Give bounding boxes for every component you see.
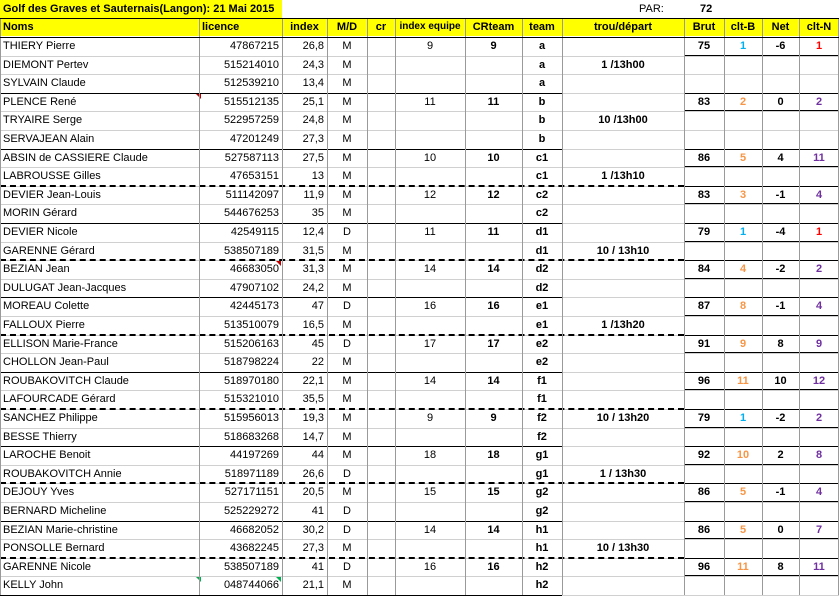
team-clt-n: 1 (815, 226, 823, 238)
cell-name: KELLY John (3, 579, 64, 592)
subgroup-separator (0, 482, 684, 484)
header-noms: Noms (0, 18, 199, 36)
team-net: -2 (775, 412, 786, 424)
cell-name: DEVIER Jean-Louis (3, 188, 101, 201)
team-clt-b: 5 (739, 486, 747, 499)
cell-licence: 538507189 (223, 560, 279, 573)
cell-team: d2 (535, 281, 549, 294)
header-index-equipe: index equipe (395, 18, 465, 36)
header-trou-depart: trou/départ (562, 18, 684, 36)
team-crteam: 15 (487, 486, 500, 499)
header-clt-n: clt-N (799, 18, 839, 36)
team-index-equipe: 14 (423, 374, 437, 387)
team-brut: 79 (697, 226, 711, 238)
cell-name: BEZIAN Marie-christine (3, 523, 118, 536)
team-net: 8 (777, 337, 784, 350)
cell-index: 12,4 (302, 226, 324, 238)
team-clt-n: 4 (815, 188, 823, 201)
cell-licence: 42549115 (230, 226, 279, 238)
cell-index: 31,3 (302, 263, 324, 276)
cell-licence: 518971189 (224, 467, 279, 480)
grid-vline (367, 18, 368, 595)
cell-name: ROUBAKOVITCH Annie (3, 467, 122, 480)
cell-name: BERNARD Micheline (3, 505, 107, 517)
team-clt-b: 10 (736, 449, 750, 462)
departure-time: 1 /13h00 (601, 58, 645, 71)
cell-md: M (342, 281, 352, 294)
cell-name: MOREAU Colette (3, 300, 90, 313)
cell-team: c2 (535, 188, 549, 201)
cell-index: 41 (311, 505, 324, 517)
cell-team: b (538, 133, 546, 145)
cell-md: M (342, 374, 352, 387)
cell-team: g2 (535, 505, 549, 517)
cell-licence: 518683268 (223, 430, 279, 443)
cell-name: MORIN Gérard (3, 207, 77, 220)
comment-marker (276, 577, 281, 582)
team-clt-b: 8 (739, 300, 747, 313)
cell-licence: 515512135 (223, 95, 279, 108)
grid-vline (327, 18, 328, 595)
cell-licence: 511142097 (225, 188, 279, 201)
departure-time: 1 /13h20 (601, 319, 645, 331)
team-clt-n: 4 (815, 300, 823, 313)
team-clt-n: 11 (813, 560, 825, 573)
par-value: 72 (700, 3, 713, 15)
cell-name: TRYAIRE Serge (3, 114, 83, 127)
cell-md: M (342, 486, 352, 499)
par-label: PAR: (639, 3, 664, 15)
team-net: -1 (775, 300, 786, 313)
subgroup-separator (0, 259, 684, 261)
cell-licence: 515956013 (223, 412, 279, 424)
cell-index: 30,2 (302, 523, 324, 536)
cell-team: e2 (535, 337, 549, 350)
group-separator (0, 149, 562, 150)
team-net: -1 (775, 188, 786, 201)
header-net: Net (762, 18, 799, 36)
cell-licence: 47867215 (230, 40, 279, 52)
cell-md: M (342, 77, 352, 90)
cell-md: D (343, 523, 351, 536)
team-index-equipe: 9 (426, 412, 434, 424)
subgroup-separator (0, 557, 684, 559)
team-index-equipe: 16 (423, 300, 437, 313)
cell-name: BEZIAN Jean (3, 263, 70, 276)
team-brut: 83 (697, 188, 711, 201)
cell-name: SANCHEZ Philippe (3, 412, 98, 424)
team-clt-b: 4 (739, 263, 747, 276)
team-index-equipe: 12 (423, 188, 437, 201)
team-net: -6 (775, 40, 786, 52)
cell-md: M (342, 151, 352, 164)
grid-vline (522, 18, 523, 595)
cell-name: SERVAJEAN Alain (3, 133, 95, 145)
team-brut: 96 (697, 560, 711, 573)
team-brut: 91 (697, 337, 711, 350)
cell-index: 24,8 (302, 114, 324, 127)
cell-index: 31,5 (302, 244, 324, 257)
team-brut: 86 (697, 151, 711, 164)
team-index-equipe: 14 (423, 523, 437, 536)
team-clt-b: 1 (739, 40, 747, 52)
cell-name: CHOLLON Jean-Paul (3, 356, 109, 369)
cell-index: 41 (311, 560, 324, 573)
cell-index: 26,6 (302, 467, 324, 480)
team-crteam: 14 (487, 263, 500, 276)
cell-name: BESSE Thierry (3, 430, 77, 443)
team-index-equipe: 18 (423, 449, 437, 462)
cell-index: 13,4 (302, 77, 324, 90)
cell-index: 27,3 (302, 133, 324, 145)
team-crteam: 9 (490, 412, 497, 424)
team-brut: 92 (697, 449, 711, 462)
grid-vline (199, 18, 200, 595)
team-clt-n: 2 (815, 95, 823, 108)
cell-index: 27,3 (302, 542, 324, 555)
cell-name: PLENCE René (3, 95, 77, 108)
team-index-equipe: 15 (423, 486, 437, 499)
cell-index: 47 (311, 300, 324, 313)
team-net: 4 (777, 151, 784, 164)
grid-vline (0, 18, 1, 595)
cell-index: 14,7 (302, 430, 324, 443)
header-licence: licence (199, 18, 282, 36)
cell-team: a (538, 58, 546, 71)
cell-index: 35 (311, 207, 324, 220)
cell-licence: 47907102 (230, 281, 279, 294)
cell-licence: 512539210 (223, 77, 279, 90)
departure-time: 1 / 13h30 (599, 467, 647, 480)
team-clt-n: 8 (815, 449, 823, 462)
cell-licence: 43682245 (230, 542, 279, 555)
team-crteam: 9 (490, 40, 497, 52)
team-brut: 75 (697, 40, 711, 52)
cell-name: DIEMONT Pertev (3, 58, 89, 71)
team-crteam: 10 (487, 151, 500, 164)
team-brut: 86 (697, 523, 711, 536)
cell-md: D (343, 505, 351, 517)
grid-vline (684, 18, 685, 595)
cell-md: M (342, 449, 352, 462)
team-crteam: 16 (487, 300, 500, 313)
cell-md: M (342, 430, 352, 443)
cell-md: M (342, 579, 352, 592)
cell-team: c1 (535, 151, 549, 164)
cell-index: 19,3 (302, 412, 324, 424)
subgroup-separator (0, 408, 684, 410)
team-clt-n: 1 (815, 40, 823, 52)
cell-md: M (342, 263, 352, 276)
cell-md: M (342, 114, 352, 127)
team-net: 0 (777, 95, 784, 108)
cell-licence: 47201249 (230, 133, 279, 145)
cell-licence: 515214010 (223, 58, 279, 71)
cell-name: LABROUSSE Gilles (3, 170, 101, 183)
team-crteam: 11 (487, 95, 500, 108)
cell-licence: 515206163 (223, 337, 279, 350)
cell-md: D (343, 467, 351, 480)
grid-vline (395, 18, 396, 595)
cell-licence: 527171151 (224, 486, 279, 499)
team-net: 0 (777, 523, 784, 536)
team-clt-b: 11 (737, 560, 749, 573)
cell-licence: 544676253 (223, 207, 279, 220)
team-net: -2 (775, 263, 786, 276)
grid-vline (724, 18, 725, 595)
team-index-equipe: 10 (423, 151, 437, 164)
cell-licence: 527587113 (224, 151, 279, 164)
cell-md: M (342, 170, 352, 183)
cell-team: h1 (535, 542, 549, 555)
team-clt-b: 5 (739, 151, 747, 164)
cell-licence: 47653151 (230, 170, 279, 183)
grid-vline (562, 18, 563, 595)
cell-licence: 513510079 (223, 319, 279, 331)
team-clt-b: 2 (739, 95, 747, 108)
cell-md: D (343, 226, 351, 238)
group-separator (0, 93, 562, 94)
team-index-equipe: 9 (426, 40, 434, 52)
team-clt-n: 2 (815, 412, 823, 424)
cell-licence: 522957259 (223, 114, 279, 127)
cell-index: 25,1 (302, 95, 324, 108)
team-clt-b: 5 (739, 523, 747, 536)
sheet-title: Golf des Graves et Sauternais(Langon): 21 Mai 2015 (0, 0, 282, 18)
header-md: M/D (327, 18, 367, 36)
cell-team: d2 (535, 263, 549, 276)
cell-team: f2 (537, 430, 547, 443)
departure-time: 10 / 13h20 (596, 412, 650, 424)
departure-time: 10 /13h00 (598, 114, 648, 127)
team-crteam: 14 (487, 374, 500, 387)
cell-name: SYLVAIN Claude (3, 77, 86, 90)
cell-team: f2 (537, 412, 547, 424)
cell-index: 26,8 (302, 40, 324, 52)
cell-index: 24,2 (302, 281, 324, 294)
cell-name: THIERY Pierre (3, 40, 76, 52)
group-separator (0, 372, 562, 373)
header-team: team (522, 18, 562, 36)
cell-team: d1 (535, 244, 549, 257)
cell-index: 22 (311, 356, 324, 369)
cell-team: b (538, 114, 546, 127)
cell-name: LAROCHE Benoit (3, 449, 91, 462)
team-index-equipe: 11 (424, 95, 436, 108)
team-net: -4 (775, 226, 786, 238)
cell-team: f1 (537, 374, 547, 387)
cell-md: D (343, 560, 351, 573)
team-clt-b: 1 (739, 226, 747, 238)
cell-index: 45 (311, 337, 324, 350)
team-crteam: 17 (487, 337, 500, 350)
cell-md: M (342, 207, 352, 220)
cell-team: b (538, 95, 546, 108)
cell-team: a (538, 77, 546, 90)
header-brut: Brut (684, 18, 724, 36)
cell-team: g1 (535, 449, 549, 462)
team-clt-n: 9 (815, 337, 823, 350)
team-clt-n: 7 (815, 523, 823, 536)
cell-md: M (342, 40, 352, 52)
cell-md: M (342, 393, 352, 406)
team-index-equipe: 17 (423, 337, 437, 350)
cell-index: 27,5 (302, 151, 324, 164)
cell-name: DEVIER Nicole (3, 226, 78, 238)
grid-vline (465, 18, 466, 595)
cell-licence: 538507189 (223, 244, 279, 257)
cell-index: 44 (311, 449, 324, 462)
cell-name: ELLISON Marie-France (3, 337, 118, 350)
team-clt-n: 12 (812, 374, 826, 387)
cell-name: FALLOUX Pierre (3, 319, 85, 331)
grid-vline (762, 18, 763, 595)
grid-vline (282, 18, 283, 595)
group-separator (0, 223, 562, 224)
cell-licence: 42445173 (230, 300, 279, 313)
cell-index: 24,3 (302, 58, 324, 71)
cell-md: M (342, 244, 352, 257)
cell-md: M (342, 356, 352, 369)
cell-md: D (343, 337, 351, 350)
cell-team: c1 (535, 170, 549, 183)
subgroup-separator (0, 185, 684, 187)
cell-team: d1 (535, 226, 549, 238)
team-net: -1 (775, 486, 786, 499)
cell-md: M (342, 133, 352, 145)
cell-md: M (342, 319, 352, 331)
team-index-equipe: 16 (423, 560, 437, 573)
team-crteam: 18 (487, 449, 500, 462)
cell-name: GARENNE Nicole (3, 560, 92, 573)
team-brut: 84 (697, 263, 711, 276)
cell-team: a (538, 40, 546, 52)
team-clt-b: 9 (739, 337, 747, 350)
team-clt-n: 2 (815, 263, 823, 276)
cell-name: ABSIN de CASSIERE Claude (3, 151, 148, 164)
cell-name: ROUBAKOVITCH Claude (3, 374, 129, 387)
team-crteam: 11 (487, 226, 500, 238)
group-separator (0, 446, 562, 447)
cell-name: PONSOLLE Bernard (3, 542, 105, 555)
cell-team: h1 (535, 523, 549, 536)
cell-md: M (342, 58, 352, 71)
team-clt-n: 11 (813, 151, 825, 164)
departure-time: 10 / 13h30 (596, 542, 650, 555)
cell-index: 21,1 (302, 579, 324, 592)
cell-index: 16,5 (302, 319, 324, 331)
cell-name: LAFOURCADE Gérard (3, 393, 116, 406)
departure-time: 1 /13h10 (601, 170, 645, 183)
team-brut: 79 (697, 412, 711, 424)
team-crteam: 14 (487, 523, 500, 536)
cell-team: e2 (535, 356, 549, 369)
cell-index: 35,5 (302, 393, 324, 406)
group-separator (0, 297, 562, 298)
subgroup-separator (0, 334, 684, 336)
cell-licence: 46683050 (230, 263, 279, 276)
cell-name: GARENNE Gérard (3, 244, 95, 257)
team-net: 8 (777, 560, 784, 573)
team-crteam: 12 (487, 188, 500, 201)
cell-team: f1 (537, 393, 547, 406)
cell-team: h2 (535, 579, 549, 592)
team-brut: 87 (697, 300, 711, 313)
cell-md: M (342, 412, 352, 424)
team-net: 2 (777, 449, 784, 462)
cell-team: e1 (535, 300, 549, 313)
cell-team: c2 (535, 207, 549, 220)
team-brut: 83 (697, 95, 711, 108)
cell-index: 11,9 (303, 188, 324, 201)
departure-time: 10 / 13h10 (596, 244, 650, 257)
team-index-equipe: 11 (424, 226, 436, 238)
header-top-line (0, 18, 839, 19)
comment-marker (276, 261, 281, 266)
cell-licence: 46682052 (230, 523, 279, 536)
cell-licence: 525229272 (223, 505, 279, 517)
team-brut: 86 (697, 486, 711, 499)
cell-licence: 048744066 (223, 579, 279, 592)
header-crteam: CRteam (465, 18, 522, 36)
cell-team: h2 (535, 560, 549, 573)
header-cr: cr (367, 18, 395, 36)
cell-md: D (343, 300, 351, 313)
cell-index: 20,5 (302, 486, 324, 499)
team-crteam: 16 (487, 560, 500, 573)
cell-team: g1 (535, 467, 549, 480)
team-net: 10 (774, 374, 787, 387)
team-clt-b: 3 (739, 188, 747, 201)
cell-md: M (342, 95, 352, 108)
cell-team: e1 (535, 319, 549, 331)
team-index-equipe: 14 (423, 263, 437, 276)
cell-team: g2 (535, 486, 549, 499)
group-separator (0, 521, 562, 522)
cell-name: DEJOUY Yves (3, 486, 75, 499)
cell-name: DULUGAT Jean-Jacques (3, 281, 127, 294)
cell-licence: 515321010 (223, 393, 279, 406)
team-brut: 96 (697, 374, 711, 387)
cell-licence: 44197269 (230, 449, 279, 462)
header-index: index (282, 18, 327, 36)
cell-index: 13 (311, 170, 324, 183)
team-clt-b: 1 (739, 412, 747, 424)
header-clt-b: clt-B (724, 18, 762, 36)
cell-md: M (342, 542, 352, 555)
cell-licence: 518798224 (223, 356, 279, 369)
grid-vline (799, 18, 800, 595)
cell-index: 22,1 (302, 374, 324, 387)
cell-md: M (342, 188, 352, 201)
team-clt-b: 11 (737, 374, 749, 387)
header-bottom-line (0, 37, 839, 38)
team-clt-n: 4 (815, 486, 823, 499)
cell-licence: 518970180 (223, 374, 279, 387)
